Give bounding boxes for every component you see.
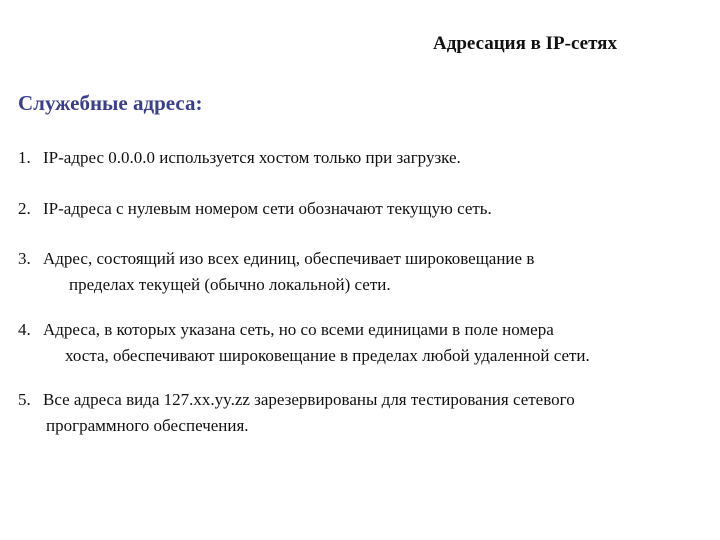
item-text: Адрес, состоящий изо всех единиц, обеспечивает широковещание в (43, 249, 535, 268)
list-item (18, 387, 575, 439)
item-number: 1. (18, 148, 31, 167)
item-number: 5. (18, 390, 31, 409)
list-item (18, 145, 461, 171)
item-text: Все адреса вида 127.xx.yy.zz зарезервированы для тестирования сетевого (43, 390, 575, 409)
item-text-continuation: пределах текущей (обычно локальной) сети. (69, 275, 391, 294)
list-item (18, 246, 534, 298)
slide-title: Адресация в IP-сетях (433, 33, 617, 54)
list-item (18, 317, 590, 369)
item-number: 4. (18, 320, 31, 339)
item-text-continuation: хоста, обеспечивают широковещание в пределах любой удаленной сети. (65, 346, 590, 365)
item-text: Адреса, в которых указана сеть, но со всеми единицами в поле номера (43, 320, 554, 339)
item-text: IP-адреса с нулевым номером сети обозначают текущую сеть. (43, 199, 492, 218)
item-number: 2. (18, 199, 31, 218)
item-text: IP-адрес 0.0.0.0 используется хостом только при загрузке. (43, 148, 461, 167)
section-heading: Служебные адреса: (18, 91, 203, 115)
item-number: 3. (18, 249, 31, 268)
list-item (18, 196, 492, 222)
item-text-continuation: программного обеспечения. (46, 416, 249, 435)
